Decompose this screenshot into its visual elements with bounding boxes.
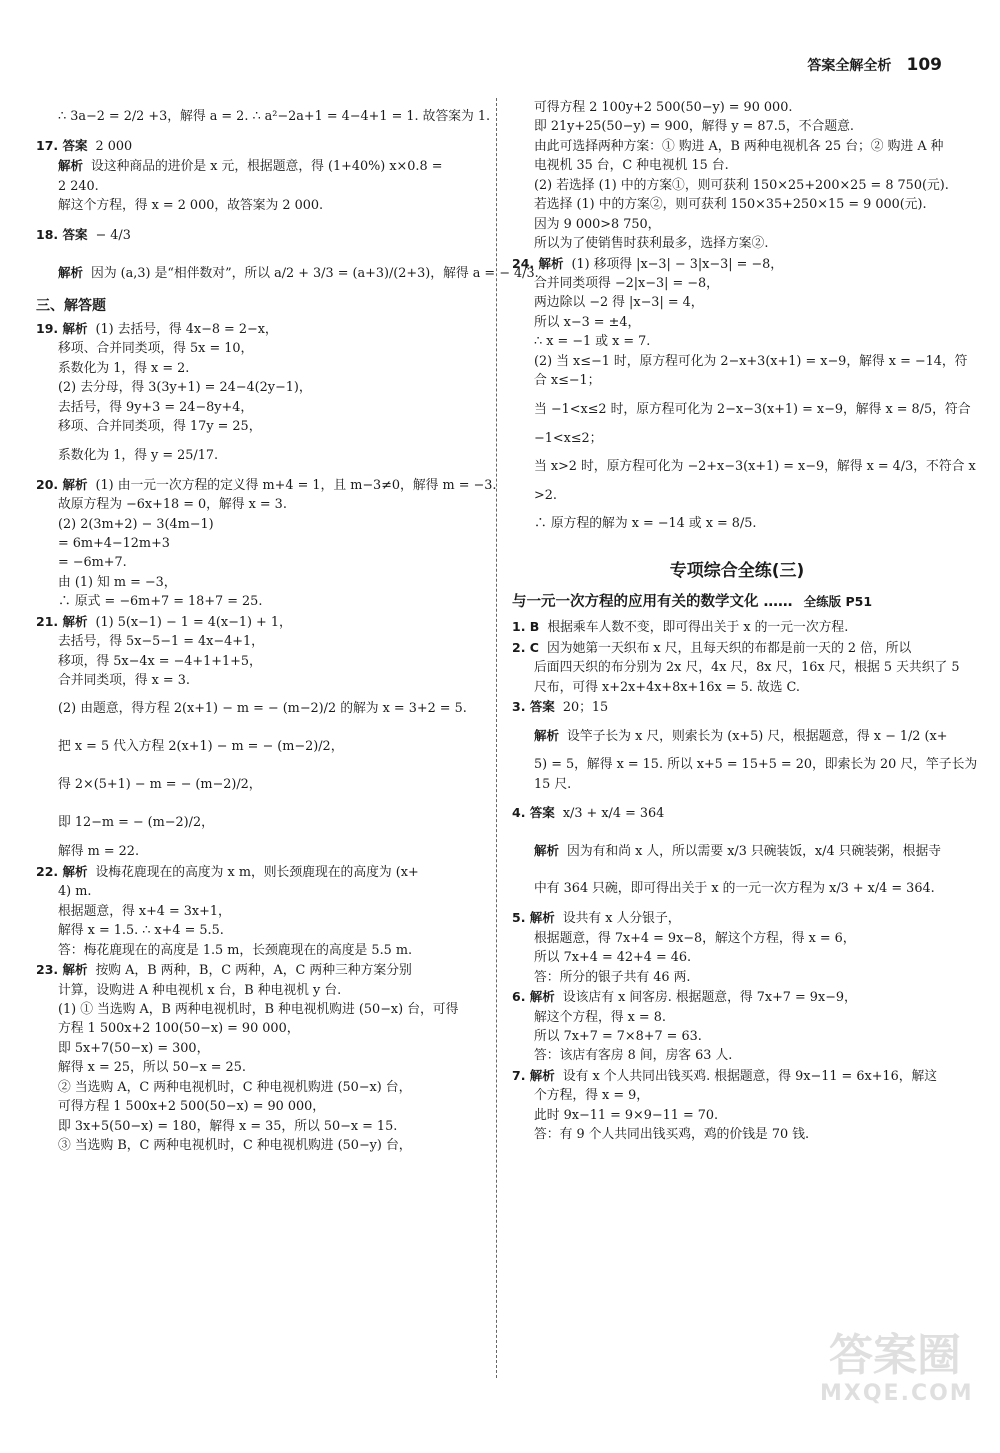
text-line (512, 293, 962, 312)
item-label: 20. 解析 (36, 476, 88, 492)
page-number: 109 (906, 55, 942, 75)
line-text: 系数化为 1，得 x = 2. (58, 360, 190, 376)
right-column-bottom (512, 617, 978, 1144)
line-text: 设这种商品的进价是 x 元，根据题意，得 (1+40%) x×0.8 = (91, 159, 443, 175)
text-line (36, 1000, 481, 1019)
item-label: 18. 答案 (36, 226, 88, 242)
line-text: 解这个方程，得 x = 8. (534, 1009, 666, 1025)
line-text: 解这个方程，得 x = 2 000，故答案为 2 000. (58, 198, 324, 214)
text-line (512, 176, 962, 195)
text-line (512, 929, 962, 948)
line-text: 即 5x+7(50−x) = 300， (58, 1040, 210, 1056)
line-text: 此时 9x−11 = 9×9−11 = 70. (534, 1107, 719, 1123)
line-text: 根据题意，得 7x+4 = 9x−8，解这个方程，得 x = 6， (534, 930, 856, 946)
header-title: 答案全解全析 (807, 58, 892, 74)
text-line (36, 1019, 481, 1038)
text-line (36, 842, 481, 861)
line-text: 后面四天织的布分别为 2x 尺，4x 尺，8x 尺，16x 尺，根据 5 天共织了 5 (534, 660, 960, 676)
text-line (36, 1058, 481, 1077)
line-text: 可得方程 1 500x+2 500(50−x) = 90 000， (58, 1099, 326, 1115)
text-line (36, 592, 481, 611)
line-text: 即 12−m = − (m−2)/2， (58, 815, 214, 831)
line-text: ∴ x = −1 或 x = 7. (534, 334, 651, 350)
text-line (512, 448, 976, 486)
line-text: 设竿子长为 x 尺，则索长为 (x+5) 尺，根据题意，得 x − 1/2 (x+ (567, 729, 948, 745)
text-line (512, 332, 962, 351)
line-text: 因为 9 000>8 750， (534, 216, 661, 232)
line-text: >2. (534, 488, 557, 503)
text-line (512, 254, 962, 274)
line-text: 合并同类项，得 x = 3. (58, 673, 190, 689)
line-text: 得 2×(5+1) − m = − (m−2)/2， (58, 777, 262, 793)
text-line (36, 515, 481, 534)
item-label: 23. 解析 (36, 962, 88, 978)
item-label: 解析 (534, 843, 560, 859)
text-line (512, 486, 962, 505)
line-text: (2) 由题意，得方程 2(x+1) − m = − (m−2)/2 的解为 x = 3+2 = 5. (58, 701, 467, 717)
line-text: 答：梅花鹿现在的高度是 1.5 m，长颈鹿现在的高度是 5.5 m. (58, 942, 413, 958)
line-text: (1) 移项得 |x−3| − 3|x−3| = −8， (571, 256, 784, 272)
line-text: (1) ① 当选购 A，B 两种电视机时，B 种电视机购进 (50−x) 台，可得 (58, 1001, 459, 1017)
text-line (512, 870, 962, 908)
text-line (512, 156, 962, 175)
text-line (512, 137, 962, 156)
line-text: 合 x≤−1； (534, 373, 601, 389)
text-line (512, 195, 962, 214)
line-text: 尺布，可得 x+2x+4x+8x+16x = 5. 故选 C. (534, 679, 800, 695)
text-line (512, 234, 962, 253)
line-text: 2 000 (95, 139, 133, 154)
text-line (36, 398, 481, 417)
text-line (512, 274, 962, 293)
line-text: 答：该店有客房 8 间，房客 63 人. (534, 1048, 733, 1064)
text-line (36, 1136, 481, 1155)
item-label: 解析 (58, 158, 84, 174)
line-text: 由此可选择两种方案：① 购进 A，B 两种电视机各 25 台；② 购进 A 种 (534, 138, 944, 154)
text-line (36, 941, 481, 960)
line-text: 根据题意，得 x+4 = 3x+1， (58, 903, 231, 919)
line-text: 即 3x+5(50−x) = 180，解得 x = 35，所以 50−x = 15. (58, 1118, 398, 1134)
line-text: 系数化为 1，得 y = 25/17. (58, 447, 219, 463)
text-line (36, 495, 481, 514)
item-label: 解析 (534, 728, 560, 744)
line-text: − 4/3 (95, 227, 131, 243)
line-text: 解得 x = 1.5. ∴ x+4 = 5.5. (58, 923, 224, 939)
text-line (36, 437, 481, 475)
text-line (36, 98, 491, 136)
text-line (36, 156, 481, 176)
item-label: 2. C (512, 639, 539, 655)
text-line (36, 573, 481, 592)
item-label: 解析 (58, 264, 84, 280)
text-line (36, 960, 481, 980)
text-line (512, 794, 962, 832)
item-label: 4. 答案 (512, 805, 555, 821)
item-label: 3. 答案 (512, 699, 555, 715)
line-text: ② 当选购 A，C 两种电视机时，C 种电视机购进 (50−x) 台， (58, 1079, 412, 1095)
text-line (36, 728, 481, 766)
text-line (512, 1086, 962, 1105)
text-line (36, 339, 481, 358)
text-line (36, 136, 481, 156)
line-text: 设梅花鹿现在的高度为 x m，则长颈鹿现在的高度为 (x+ (95, 864, 419, 880)
text-line (36, 359, 481, 378)
line-text: 若选择 (1) 中的方案②，则可获利 150×35+250×15 = 9 000(元). (534, 197, 927, 213)
line-text: (2) 当 x≤−1 时，原方程可化为 2−x+3(x+1) = x−9，解得 x = −14，符 (534, 353, 968, 369)
text-line (36, 804, 481, 842)
item-label: 17. 答案 (36, 138, 88, 153)
line-text: = 6m+4−12m+3 (58, 535, 170, 551)
line-text: 故原方程为 −6x+18 = 0，解得 x = 3. (58, 497, 287, 513)
text-line (36, 475, 497, 495)
text-line (512, 1008, 962, 1027)
text-line (36, 882, 481, 901)
item-label: 24. 解析 (512, 255, 564, 271)
text-line (512, 371, 962, 390)
line-text: 三、解答题 (36, 297, 106, 314)
text-line (512, 98, 962, 117)
text-line (36, 296, 481, 317)
item-label: 21. 解析 (36, 613, 88, 629)
text-line (512, 1125, 962, 1144)
text-line (36, 216, 481, 254)
text-line (512, 429, 962, 448)
line-text: 电视机 35 台，C 种电视机 15 台. (534, 158, 729, 174)
text-line (36, 417, 481, 436)
line-text: 15 尺. (534, 776, 572, 792)
line-text: (2) 去分母，得 3(3y+1) = 24−4(2y−1)， (58, 380, 312, 396)
line-text: 设共有 x 人分银子， (562, 911, 681, 927)
watermark-logo (820, 1330, 974, 1421)
text-line (512, 755, 978, 774)
text-line (512, 1046, 962, 1065)
item-label: 22. 解析 (36, 863, 88, 879)
line-text: ∴ 原式 = −6m+7 = 18+7 = 25. (58, 594, 263, 610)
line-text: 所以 x−3 = ±4， (534, 314, 641, 330)
text-line (36, 1097, 481, 1116)
line-text: 20；15 (562, 700, 609, 716)
line-text: (1) 5(x−1) − 1 = 4(x−1) + 1， (95, 614, 292, 630)
line-text: 可得方程 2 100y+2 500(50−y) = 90 000. (534, 100, 793, 115)
text-line (512, 968, 962, 987)
section-title: 专项综合全练(三) (669, 561, 805, 582)
line-text: 即 21y+25(50−y) = 900，解得 y = 87.5，不合题意. (534, 119, 854, 135)
text-line (512, 313, 962, 332)
item-label: 7. 解析 (512, 1067, 555, 1083)
text-line (512, 215, 962, 234)
text-line (36, 319, 481, 339)
item-label: 5. 解析 (512, 910, 555, 926)
line-text: x/3 + x/4 = 364 (562, 806, 665, 822)
line-text: 去括号，得 5x−5−1 = 4x−4+1， (58, 634, 264, 650)
text-line (512, 505, 962, 543)
line-text: 两边除以 −2 得 |x−3| = 4， (534, 295, 704, 311)
line-text: 解得 m = 22. (58, 844, 140, 860)
line-text: 去括号，得 9y+3 = 24−8y+4， (58, 399, 254, 415)
line-text: 所以 7x+7 = 7×8+7 = 63. (534, 1028, 702, 1044)
line-text: −1<x≤2； (534, 430, 603, 446)
text-line (512, 352, 968, 371)
line-text: 把 x = 5 代入方程 2(x+1) − m = − (m−2)/2， (58, 739, 344, 755)
line-text: 方程 1 500x+2 100(50−x) = 90 000， (58, 1021, 300, 1037)
line-text: 移项、合并同类项，得 17y = 25， (58, 419, 262, 435)
line-text: 设有 x 个人共同出钱买鸡. 根据题意，得 9x−11 = 6x+16，解这 (562, 1068, 938, 1084)
text-line (36, 921, 481, 940)
line-text: 设该店有 x 间客房. 根据题意，得 7x+7 = 9x−9， (562, 990, 857, 1006)
text-line (512, 117, 962, 136)
text-line (36, 1078, 481, 1097)
text-line (512, 1066, 962, 1086)
line-text: 按购 A，B 两种，B，C 两种，A，C 两种三种方案分别 (95, 963, 412, 979)
line-text: = −6m+7. (58, 555, 127, 571)
text-line (512, 775, 962, 794)
item-label: 19. 解析 (36, 321, 88, 337)
line-text: 5) = 5，解得 x = 15. 所以 x+5 = 15+5 = 20，即索长为 20 尺，竿子长为 (534, 757, 978, 773)
line-text: ③ 当选购 B，C 两种电视机时，C 种电视机购进 (50−y) 台， (58, 1138, 412, 1154)
text-line (36, 652, 481, 671)
line-text: 因为 (a,3) 是“相伴数对”，所以 a/2 + 3/3 = (a+3)/(2+3)，解得 a = − 4/3. (91, 265, 539, 281)
text-line (36, 690, 481, 728)
text-line (36, 553, 481, 572)
line-text: 解得 x = 25，所以 50−x = 25. (58, 1060, 246, 1076)
line-text: 因为她第一天织布 x 尺，且每天织的布都是前一天的 2 倍，所以 (546, 640, 912, 656)
line-text: 2 240. (58, 178, 99, 194)
text-line (36, 612, 481, 632)
text-line (512, 1106, 962, 1125)
line-text: 4) m. (58, 884, 92, 900)
text-line (36, 862, 481, 882)
line-text: 当 x>2 时，原方程可化为 −2+x−3(x+1) = x−9，解得 x = 4/3，不符合 x (534, 459, 976, 474)
line-text: 由 (1) 知 m = −3， (58, 574, 177, 590)
line-text: 根据乘车人数不变，即可得出关于 x 的一元一次方程. (547, 620, 849, 636)
text-line (36, 671, 481, 690)
right-column (512, 98, 978, 1145)
line-text: 中有 364 只碗，即可得出关于 x 的一元一次方程为 x/3 + x/4 = 364. (534, 881, 935, 897)
section-subtitle-text: 与一元一次方程的应用有关的数学文化 …… (512, 594, 793, 611)
watermark-text: 答案圈 (829, 1330, 961, 1381)
text-line (36, 902, 481, 921)
text-line (512, 987, 962, 1007)
line-text: 所以为了使销售时获利最多，选择方案②. (534, 236, 769, 252)
text-line (512, 908, 962, 928)
line-text: (1) 去括号，得 4x−8 = 2−x， (95, 322, 278, 338)
line-text: 所以 7x+4 = 42+4 = 46. (534, 950, 692, 966)
text-line (512, 658, 962, 677)
line-text: 移项，得 5x−4x = −4+1+1+5， (58, 653, 262, 669)
text-line (512, 638, 962, 658)
line-text: ∴ 原方程的解为 x = −14 或 x = 8/5. (534, 516, 757, 532)
text-line (512, 617, 962, 637)
text-line (512, 948, 962, 967)
text-line (512, 697, 962, 717)
item-label: 1. B (512, 619, 540, 635)
line-text: 答：有 9 个人共同出钱买鸡，鸡的价钱是 70 钱. (534, 1127, 810, 1143)
page-header (807, 55, 942, 75)
line-text: (2) 2(3m+2) − 3(4m−1) (58, 516, 214, 532)
line-text: 计算，设购进 A 种电视机 x 台，B 种电视机 y 台. (58, 982, 342, 998)
text-line (36, 1039, 481, 1058)
text-line (512, 391, 971, 429)
text-line (36, 534, 481, 553)
text-line (36, 196, 481, 215)
text-line (512, 717, 962, 755)
column-divider (496, 98, 497, 1378)
text-line (512, 832, 962, 870)
text-line (36, 1117, 481, 1136)
line-text: 个方程，得 x = 9， (534, 1088, 650, 1104)
text-line (36, 981, 481, 1000)
text-line (36, 177, 481, 196)
section-subtitle (512, 591, 962, 613)
line-text: (2) 若选择 (1) 中的方案①，则可获利 150×25+200×25 = 8 750(元). (534, 177, 949, 193)
line-text: 移项、合并同类项，得 5x = 10， (58, 341, 254, 357)
text-line (512, 678, 962, 697)
right-column-top (512, 98, 976, 543)
line-text: 因为有和尚 x 人，所以需要 x/3 只碗装饭，x/4 只碗装粥，根据寺 (567, 844, 942, 860)
line-text: (1) 由一元一次方程的定义得 m+4 = 1，且 m−3≠0，解得 m = −3. (95, 477, 497, 493)
text-line (36, 632, 481, 651)
line-text: 答：所分的银子共有 46 两. (534, 969, 691, 985)
section-reference: 全练版 P51 (803, 594, 873, 610)
line-text: 合并同类项得 −2|x−3| = −8， (534, 275, 719, 291)
line-text: 当 −1<x≤2 时，原方程可化为 2−x−3(x+1) = x−9，解得 x = 8/5，符合 (534, 401, 971, 417)
text-line (512, 1027, 962, 1046)
text-line (36, 766, 481, 804)
watermark-url: MXQE.COM (820, 1381, 974, 1406)
item-label: 6. 解析 (512, 989, 555, 1005)
line-text: ∴ 3a−2 = 2/2 +3，解得 a = 2. ∴ a²−2a+1 = 4−4+1 = 1. 故答案为 1. (58, 109, 491, 124)
text-line (36, 378, 481, 397)
